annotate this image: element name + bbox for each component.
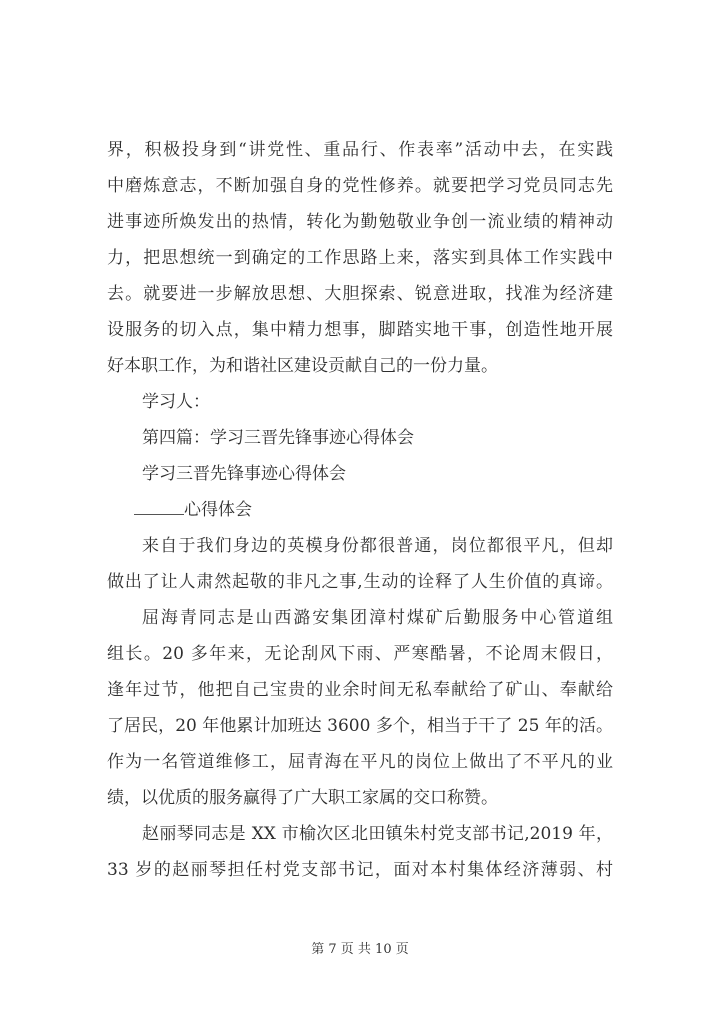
line-text: 做出了让人肃然起敬的非凡之事,生动的诠释了人生价值的真谛。 <box>107 572 613 592</box>
line-text: 好本职工作，为和谐社区建设贡献自己的一份力量。 <box>107 356 498 376</box>
line-text: 力，把思想统一到确定的工作思路上来，落实到具体工作实践中 <box>107 248 613 268</box>
text-line <box>142 456 613 492</box>
line-text: 逢年过节，他把自己宝贵的业余时间无私奉献给了矿山、奉献给 <box>107 680 613 700</box>
text-line <box>107 636 613 672</box>
text-line <box>107 672 613 708</box>
text-line <box>107 564 613 600</box>
text-line <box>107 852 613 888</box>
text-line <box>142 384 613 420</box>
text-line <box>107 744 613 780</box>
line-text: 学习三晋先锋事迹心得体会 <box>142 464 346 484</box>
line-text: 来自于我们身边的英模身份都很普通，岗位都很平凡，但却 <box>142 536 613 556</box>
text-line <box>107 276 613 312</box>
text-line <box>107 168 613 204</box>
line-text: 设服务的切入点，集中精力想事，脚踏实地干事，创造性地开展 <box>107 320 613 340</box>
page-footer: 第 7 页 共 10 页 <box>311 942 409 957</box>
text-line <box>142 528 613 564</box>
text-line <box>142 600 613 636</box>
text-line <box>107 132 613 168</box>
text-line <box>107 204 613 240</box>
line-text: 屈海青同志是山西潞安集团漳村煤矿后勤服务中心管道组 <box>142 608 613 628</box>
text-line <box>107 708 613 744</box>
line-text: 赵丽琴同志是 XX 市榆次区北田镇朱村党支部书记,2019 年， <box>142 824 613 844</box>
line-text: 作为一名管道维修工，屈青海在平凡的岗位上做出了不平凡的业 <box>107 752 613 772</box>
line-text: 第四篇：学习三晋先锋事迹心得体会 <box>142 428 414 448</box>
text-line <box>107 312 613 348</box>
line-text: 33 岁的赵丽琴担任村党支部书记，面对本村集体经济薄弱、村 <box>107 860 613 880</box>
fill-in-blank <box>134 492 184 515</box>
line-text: 去。就要进一步解放思想、大胆探索、锐意进取，找准为经济建 <box>107 284 613 304</box>
text-line <box>142 492 613 528</box>
line-text: 进事迹所焕发出的热情，转化为勤勉敬业争创一流业绩的精神动 <box>107 212 613 232</box>
line-text: 界，积极投身到“讲党性、重品行、作表率”活动中去，在实践 <box>107 140 613 160</box>
line-text: 学习人： <box>142 392 210 412</box>
text-line <box>107 780 613 816</box>
text-line <box>107 240 613 276</box>
line-text: 组长。20 多年来，无论刮风下雨、严寒酷暑，不论周末假日， <box>107 644 613 664</box>
text-line <box>142 420 613 456</box>
line-text: 绩，以优质的服务赢得了广大职工家属的交口称赞。 <box>107 788 498 808</box>
line-text: 了居民，20 年他累计加班达 3600 多个，相当于干了 25 年的活。 <box>107 716 613 736</box>
text-line <box>142 816 613 852</box>
text-line <box>107 348 613 384</box>
line-text: 中磨炼意志，不断加强自身的党性修养。就要把学习党员同志先 <box>107 176 613 196</box>
line-text: 心得体会 <box>184 500 252 520</box>
